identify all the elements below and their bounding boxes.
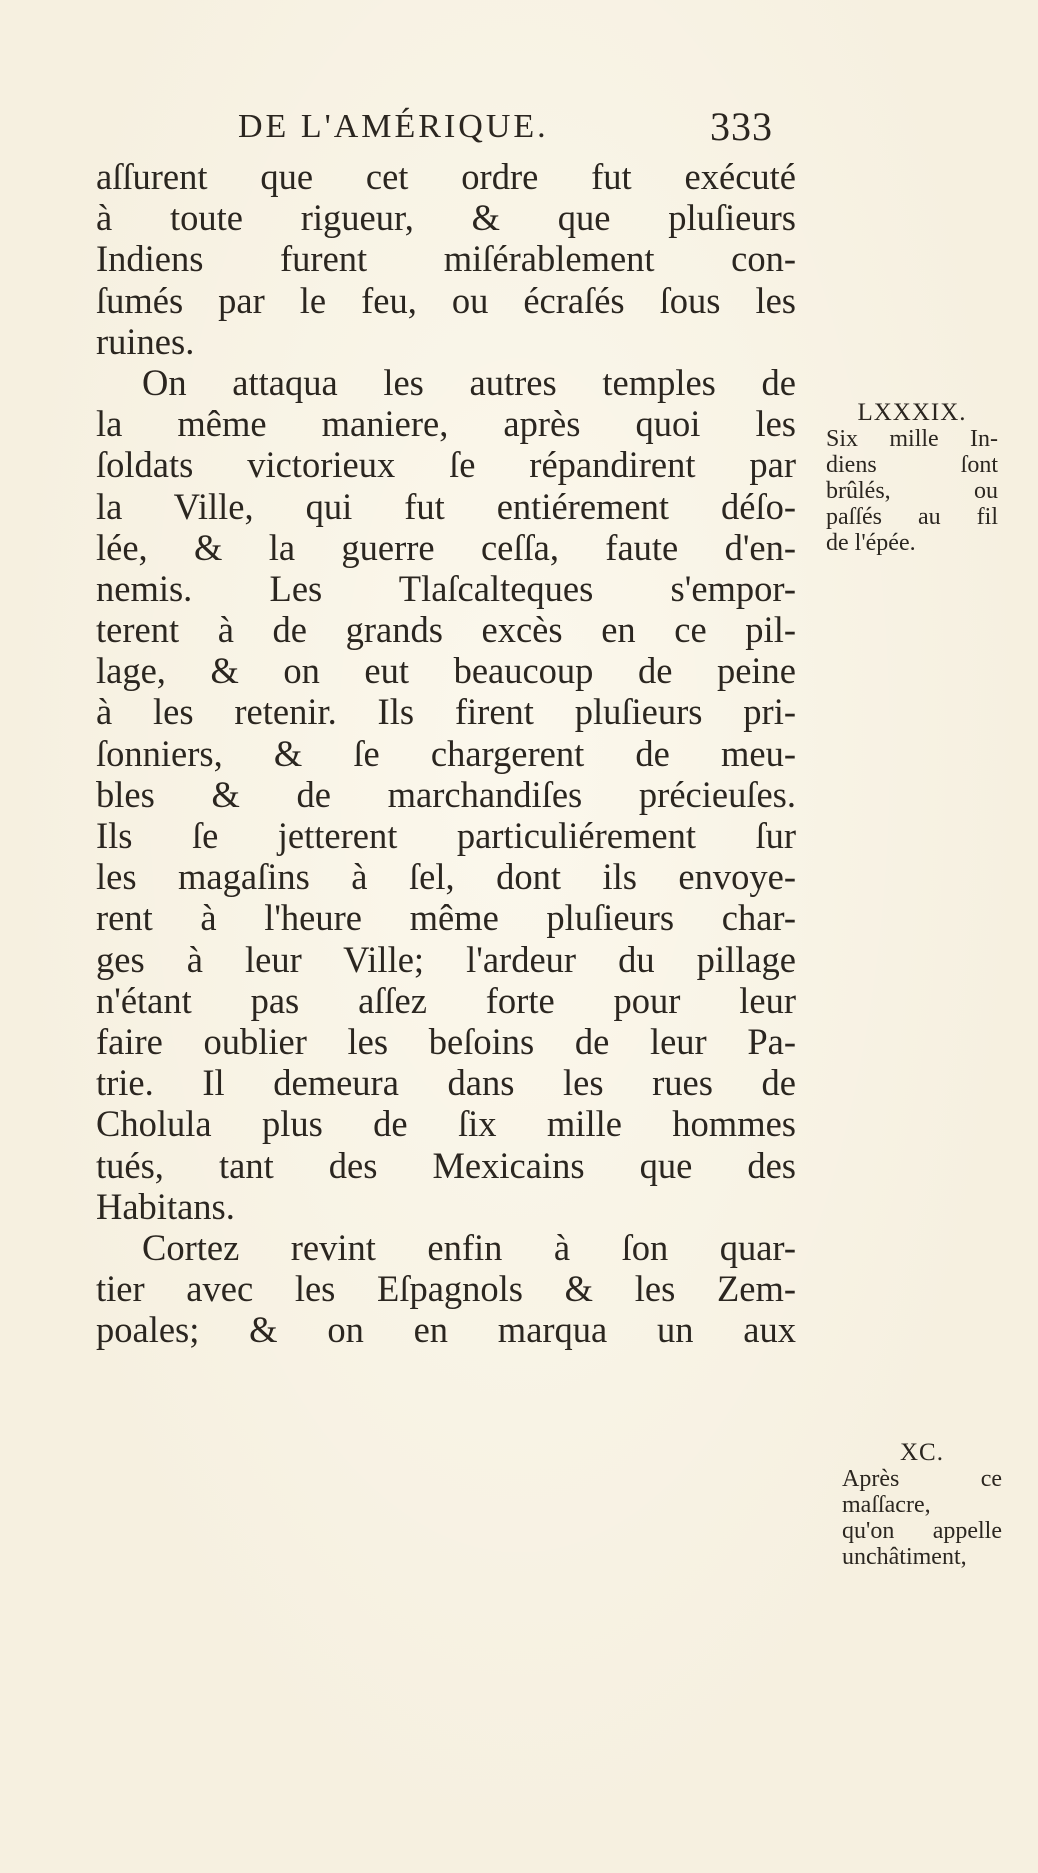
margin-note-line: unchâtiment, [842, 1544, 967, 1570]
text-line: à toute rigueur, & que pluſieurs [96, 197, 796, 239]
margin-note-line: paſſés au fil [826, 504, 998, 530]
text-line: ſonniers, & ſe chargerent de meu- [96, 732, 796, 774]
page-number: 333 [710, 104, 773, 149]
margin-note-line: Six mille In- [826, 426, 998, 452]
text-line: nemis. Les Tlaſcalteques s'empor- [96, 567, 796, 609]
running-head [238, 102, 798, 152]
margin-note-heading: LXXXIX. [857, 399, 967, 426]
margin-note-line: qu'on appelle [842, 1518, 1002, 1544]
text-line: Cortez revint enfin à ſon quar- [142, 1226, 796, 1268]
text-line: ſumés par le feu, ou écraſés ſous les [96, 279, 796, 321]
text-line: Ils ſe jetterent particuliérement ſur [96, 815, 796, 856]
text-line: n'étant pas aſſez forte pour leur [96, 979, 796, 1021]
margin-note-line: Après ce [842, 1466, 1002, 1492]
text-line: ruines. [96, 320, 195, 362]
text-line: faire oublier les beſoins de leur Pa- [96, 1020, 796, 1062]
text-line: Habitans. [96, 1185, 235, 1227]
text-line: la Ville, qui fut entiérement déſo- [96, 485, 796, 527]
margin-note-lxxxix [826, 400, 998, 556]
text-line: aſſurent que cet ordre fut exécuté [96, 156, 796, 197]
text-line: bles & de marchandiſes précieuſes. [96, 773, 796, 815]
margin-note-line: de l'épée. [826, 530, 916, 556]
text-line: terent à de grands excès en ce pil- [96, 609, 796, 651]
text-line: Indiens furent miſérablement con- [96, 238, 796, 280]
text-line: les magaſins à ſel, dont ils envoye- [96, 856, 796, 898]
text-line: tués, tant des Mexicains que des [96, 1144, 796, 1186]
margin-note-line: brûlés, ou [826, 478, 998, 504]
text-line: lage, & on eut beaucoup de peine [96, 650, 796, 692]
text-line: à les retenir. Ils firent pluſieurs pri- [96, 691, 796, 733]
text-line: On attaqua les autres temples de [142, 361, 796, 403]
text-line: ſoldats victorieux ſe répandirent par [96, 444, 796, 486]
text-line: Cholula plus de ſix mille hommes [96, 1103, 796, 1145]
text-line: rent à l'heure même pluſieurs char- [96, 897, 796, 939]
text-line: trie. Il demeura dans les rues de [96, 1062, 796, 1104]
margin-note-heading: XC. [900, 1439, 944, 1466]
body-text [96, 156, 796, 1350]
text-line: poales; & on en marqua un aux [96, 1309, 796, 1351]
margin-note-line: diens ſont [826, 452, 998, 478]
text-line: ges à leur Ville; l'ardeur du pillage [96, 938, 796, 980]
text-line: la même maniere, après quoi les [96, 403, 796, 445]
text-line: lée, & la guerre ceſſa, faute d'en- [96, 526, 796, 568]
text-line: tier avec les Eſpagnols & les Zem- [96, 1268, 796, 1310]
running-head-title: DE L'AMÉRIQUE. [238, 108, 549, 145]
margin-note-xc [842, 1440, 1002, 1570]
margin-note-line: maſſacre, [842, 1492, 931, 1518]
